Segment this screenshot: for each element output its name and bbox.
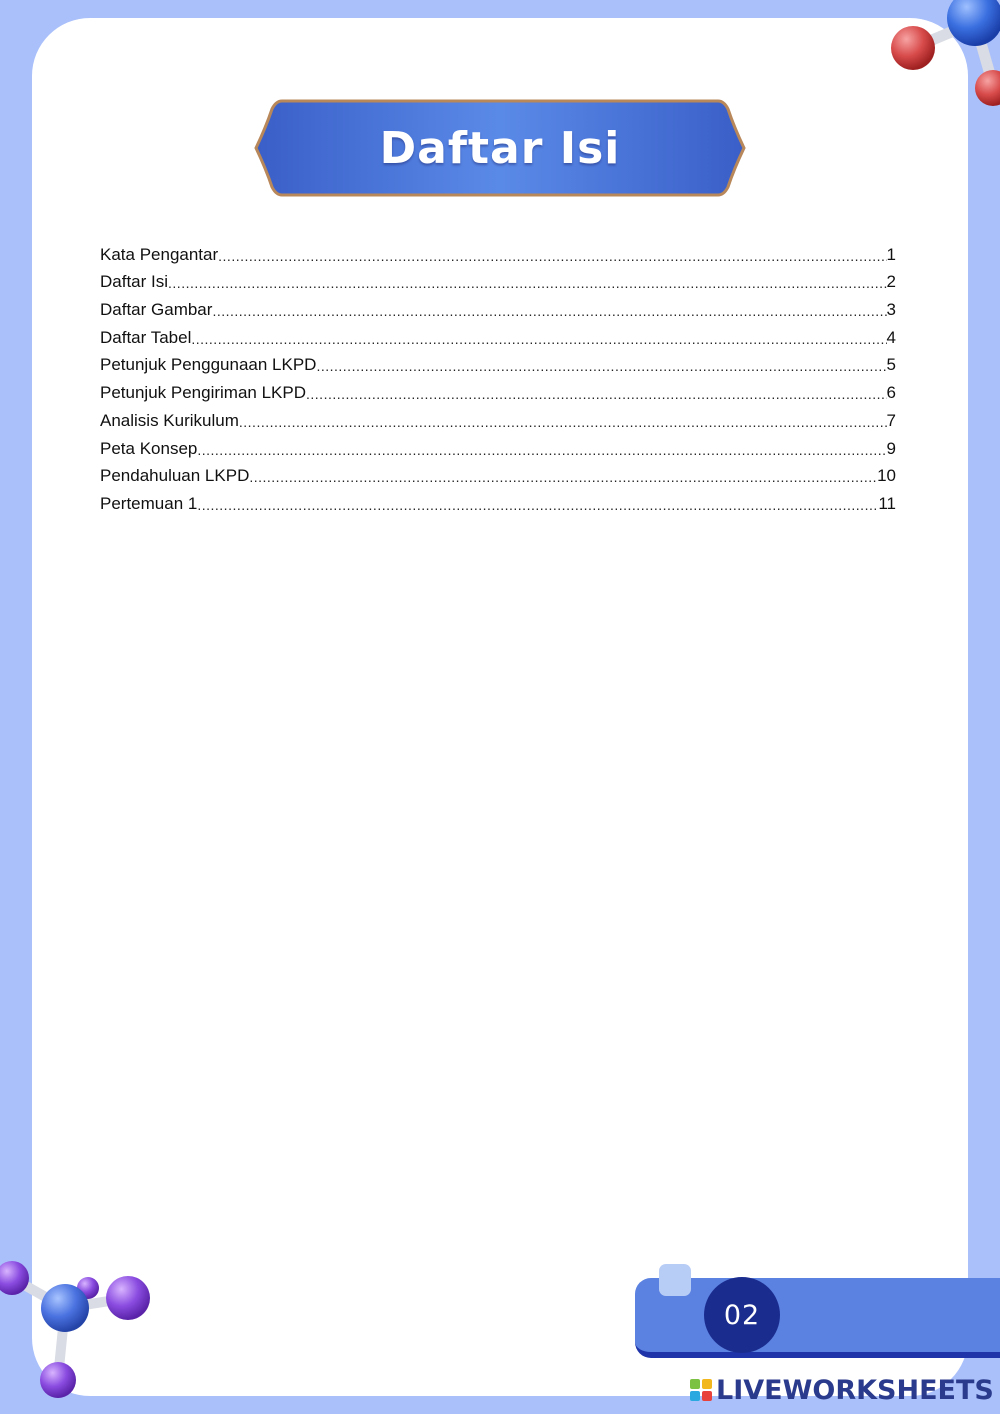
toc-leader-dots xyxy=(306,386,887,403)
toc-entry[interactable] xyxy=(100,459,900,487)
toc-entry[interactable] xyxy=(100,348,900,376)
toc-entry-page: 7 xyxy=(886,410,896,430)
toc-entry-page: 1 xyxy=(886,244,896,264)
molecule-purple-icon xyxy=(0,1250,160,1400)
toc-entry-label: Petunjuk Pengiriman LKPD xyxy=(100,383,307,403)
page-sheet xyxy=(32,18,968,1396)
toc-entry-label: Pertemuan 1 xyxy=(100,493,198,513)
toc-entry-label: Daftar Gambar xyxy=(100,300,213,320)
toc-entry[interactable] xyxy=(100,237,900,265)
toc-entry[interactable] xyxy=(100,375,900,403)
toc-leader-dots xyxy=(168,275,887,292)
toc-entry-label: Kata Pengantar xyxy=(100,244,219,264)
toc-leader-dots xyxy=(212,303,886,320)
watermark-text: LIVEWORKSHEETS xyxy=(716,1374,994,1406)
toc-leader-dots xyxy=(191,331,886,348)
toc-leader-dots xyxy=(316,358,886,375)
toc-entry-label: Petunjuk Penggunaan LKPD xyxy=(100,355,317,375)
toc-entry[interactable] xyxy=(100,486,900,514)
toc-entry-label: Analisis Kurikulum xyxy=(100,410,239,430)
toc-leader-dots xyxy=(197,442,886,459)
title-banner xyxy=(254,99,746,197)
toc-entry-page: 4 xyxy=(886,327,896,347)
toc-entry[interactable] xyxy=(100,403,900,431)
toc-entry-page: 5 xyxy=(886,355,896,375)
liveworksheets-logo-icon xyxy=(690,1379,712,1401)
toc-leader-dots xyxy=(239,414,887,431)
toc-entry-page: 3 xyxy=(886,300,896,320)
toc-entry-page: 10 xyxy=(877,466,896,486)
toc-entry-label: Peta Konsep xyxy=(100,438,198,458)
toc-entry-page: 2 xyxy=(886,272,896,292)
page-title: Daftar Isi xyxy=(379,122,621,174)
toc-leader-dots xyxy=(249,469,877,486)
toc-entry-page: 11 xyxy=(878,493,896,513)
toc-entry-label: Pendahuluan LKPD xyxy=(100,466,250,486)
toc-entry[interactable] xyxy=(100,320,900,348)
toc-entry[interactable] xyxy=(100,431,900,459)
molecule-red-blue-icon xyxy=(885,0,1000,110)
liveworksheets-watermark[interactable] xyxy=(690,1373,994,1407)
toc-leader-dots xyxy=(218,248,886,265)
footer-decor-square xyxy=(659,1264,691,1296)
toc-entry-label: Daftar Isi xyxy=(100,272,169,292)
toc-entry-page: 9 xyxy=(886,438,896,458)
toc-leader-dots xyxy=(197,497,878,514)
table-of-contents xyxy=(100,237,900,514)
toc-entry-label: Daftar Tabel xyxy=(100,327,192,347)
toc-entry[interactable] xyxy=(100,265,900,293)
toc-entry[interactable] xyxy=(100,292,900,320)
page-number: 02 xyxy=(704,1277,780,1353)
toc-entry-page: 6 xyxy=(886,383,896,403)
